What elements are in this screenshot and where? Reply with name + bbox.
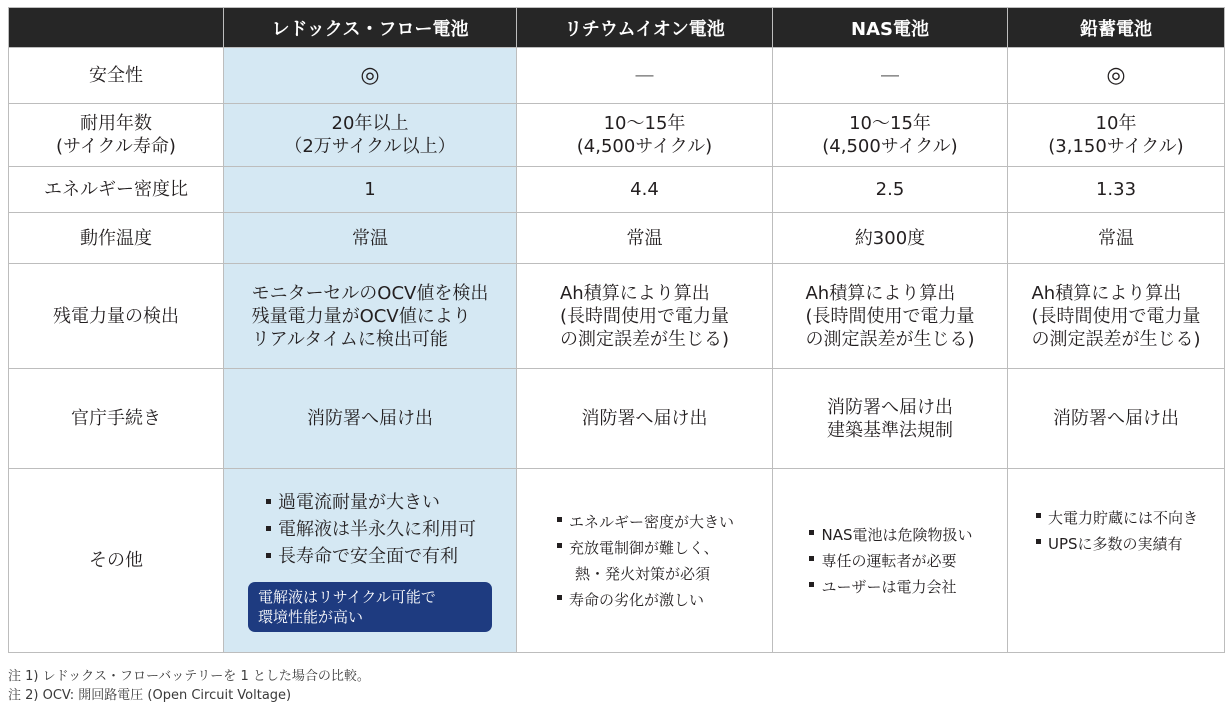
cell-text: (4,500サイクル) [822,136,958,157]
badge-line: 環境性能が高い [258,608,364,626]
cell-remaining-lithium [517,264,773,369]
table-row-procedures [9,369,1225,469]
cell-line: Ah積算により算出 [805,282,956,304]
cell-other-redox [224,469,517,653]
row-label-procedures: 官庁手続き [9,369,224,469]
table-row-other [9,469,1225,653]
cell-line: 消防署へ届け出 [307,408,433,429]
cell-line: 残量電力量がOCV値により [251,305,471,327]
table-header-row [9,8,1225,48]
table-row-safety [9,48,1225,104]
cell-line: 消防署へ届け出 [827,396,953,418]
cell-other-nas [773,469,1008,653]
table-row-temperature [9,213,1225,264]
footnote-2: 注 2) OCV: 開回路電圧 (Open Circuit Voltage) [8,688,292,703]
list-item: UPSに多数の実績有 [1034,531,1198,557]
cell-text-block [1031,282,1200,351]
cell-energy-redox: 1 [224,167,517,213]
cell-text: 10年 [1095,113,1137,134]
cell-temp-lithium: 常温 [517,213,773,264]
list-item: 長寿命で安全面で有利 [264,543,476,570]
cell-temp-redox: 常温 [224,213,517,264]
list-item: 過電流耐量が大きい [264,489,476,516]
list-item-continuation: 熱・発火対策が必須 [574,564,710,583]
cell-text: 10〜15年 [603,113,686,134]
cell-lifetime-nas [773,104,1008,167]
list-item: 寿命の劣化が激しい [555,587,734,613]
cell-remaining-redox [224,264,517,369]
cell-line: 建築基準法規制 [827,419,953,441]
list-item: 専任の運転者が必要 [807,548,972,574]
cell-energy-nas: 2.5 [773,167,1008,213]
cell-line: 消防署へ届け出 [1053,408,1179,429]
row-label-remaining: 残電力量の検出 [9,264,224,369]
bullet-list [555,509,734,613]
cell-lifetime-lead [1008,104,1225,167]
list-item: NAS電池は危険物扱い [807,522,972,548]
cell-safety-redox: ◎ [224,48,517,104]
header-nas: NAS電池 [773,8,1008,48]
cell-safety-lead: ◎ [1008,48,1225,104]
cell-energy-lithium: 4.4 [517,167,773,213]
cell-text-block [805,282,974,351]
comparison-table-container [8,7,1225,653]
list-item: 大電力貯蔵には不向き [1034,505,1198,531]
row-label-energy-density: エネルギー密度比 [9,167,224,213]
cell-text-block [252,282,489,351]
header-redox-flow: レドックス・フロー電池 [224,8,517,48]
cell-remaining-nas [773,264,1008,369]
cell-other-lithium [517,469,773,653]
footnotes [8,667,370,705]
table-row-energy-density [9,167,1225,213]
cell-lifetime-lithium [517,104,773,167]
cell-text: (3,150サイクル) [1048,136,1184,157]
row-label-lifetime [9,104,224,167]
cell-procedures-redox [224,369,517,469]
cell-procedures-lead [1008,369,1225,469]
cell-text: 10〜15年 [849,113,931,134]
list-item: 充放電制御が難しく、 [555,535,734,561]
cell-text: (4,500サイクル) [576,136,713,157]
row-label-other: その他 [9,469,224,653]
cell-safety-lithium: ― [517,48,773,104]
bullet-list [264,489,476,570]
cell-text: 20年以上 [331,113,409,134]
cell-procedures-nas [773,369,1008,469]
cell-line: の測定誤差が生じる) [805,328,975,350]
cell-line: Ah積算により算出 [559,282,710,304]
cell-procedures-lithium [517,369,773,469]
cell-line: (長時間使用で電力量 [805,305,975,327]
battery-comparison-table [8,7,1225,653]
cell-text-block [560,282,729,351]
cell-line: の測定誤差が生じる) [1031,328,1201,350]
bullet-list [1034,505,1198,557]
cell-line: の測定誤差が生じる) [559,328,730,350]
header-lithium-ion: リチウムイオン電池 [517,8,773,48]
cell-line: Ah積算により算出 [1031,282,1182,304]
cell-safety-nas: ― [773,48,1008,104]
row-label-safety: 安全性 [9,48,224,104]
cell-line: モニターセルのOCV値を検出 [251,282,489,304]
recycle-badge [248,582,492,632]
header-lead-acid: 鉛蓄電池 [1008,8,1225,48]
cell-remaining-lead [1008,264,1225,369]
cell-line: (長時間使用で電力量 [559,305,730,327]
bullet-list [807,522,972,600]
cell-temp-nas: 約300度 [773,213,1008,264]
list-item: 電解液は半永久に利用可 [264,516,476,543]
cell-energy-lead: 1.33 [1008,167,1225,213]
row-label-lifetime-l1: 耐用年数 [80,113,152,134]
cell-lifetime-redox [224,104,517,167]
cell-line: リアルタイムに検出可能 [251,328,448,350]
cell-other-lead [1008,469,1225,653]
footnote-1: 注 1) レドックス・フローバッテリーを 1 とした場合の比較。 [8,669,370,684]
table-row-remaining-detection [9,264,1225,369]
list-item: ユーザーは電力会社 [807,574,972,600]
cell-temp-lead: 常温 [1008,213,1225,264]
row-label-lifetime-l2: (サイクル寿命) [56,136,176,157]
cell-line: 消防署へ届け出 [581,408,708,429]
list-item: エネルギー密度が大きい [555,509,734,535]
table-row-lifetime [9,104,1225,167]
row-label-temperature: 動作温度 [9,213,224,264]
header-corner [9,8,224,48]
badge-line: 電解液はリサイクル可能で [258,588,436,606]
cell-text: （2万サイクル以上） [284,136,456,157]
cell-line: (長時間使用で電力量 [1031,305,1201,327]
